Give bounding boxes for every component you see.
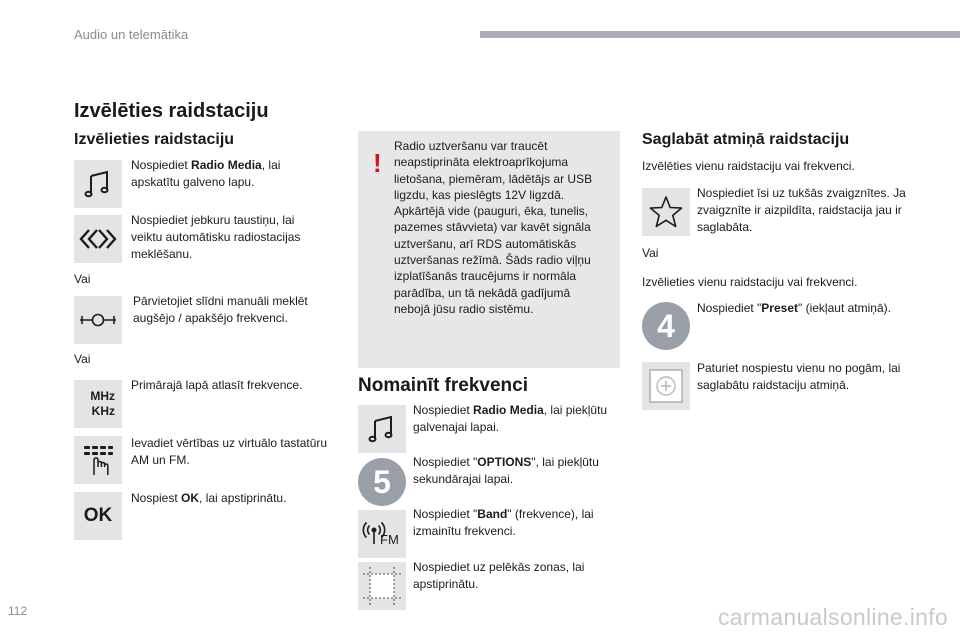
or-text-1: Vai <box>74 272 91 286</box>
music-note-icon <box>358 405 406 453</box>
add-preset-icon <box>642 362 690 410</box>
page-number: 112 <box>8 604 28 618</box>
ok-icon <box>74 492 122 540</box>
middle-section-title: Nomainīt frekvenci <box>358 375 528 396</box>
seek-arrows-icon <box>74 215 122 263</box>
fm-label: FM <box>380 532 399 547</box>
or-text-3: Vai <box>642 246 659 260</box>
ok-icon-label: OK <box>83 505 113 526</box>
right-step-1: Nospiediet īsi uz tukšās zvaigznītes. Ja zvaigznīte ir aizpildīta, raidstacija jau ir saglabāta. <box>697 186 906 234</box>
khz-label: KHz <box>91 404 115 418</box>
slider-icon <box>74 296 122 344</box>
right-section-title: Saglabāt atmiņā raidstaciju <box>642 131 850 148</box>
step-number-badge: 5 <box>358 458 406 506</box>
warning-exclamation-icon: ! <box>373 148 382 178</box>
right-step-2: Nospiediet "Preset" (iekļaut atmiņā). <box>697 301 891 315</box>
left-step-6: Nospiest OK, lai apstiprinātu. <box>131 491 287 505</box>
left-step-3: Pārvietojiet slīdni manuāli meklēt augšējo / apakšējo frekvenci. <box>133 294 308 325</box>
left-section-title: Izvēlieties raidstaciju <box>74 131 235 148</box>
page-title: Izvēlēties raidstaciju <box>74 100 269 122</box>
left-step-2: Nospiediet jebkuru taustiņu, lai veiktu automātisku radiostacijas meklēšanu. <box>131 213 301 261</box>
mhz-label: MHz <box>90 389 115 403</box>
grey-zone-confirm-icon <box>358 562 406 610</box>
right-step-3: Paturiet nospiestu vienu no pogām, lai saglabātu raidstaciju atmiņā. <box>697 361 901 392</box>
fm-radio-icon <box>358 510 406 558</box>
left-step-1: Nospiediet Radio Media, lai apskatītu galveno lapu. <box>131 158 281 189</box>
music-note-icon <box>74 160 122 208</box>
header-bar <box>480 31 960 38</box>
star-icon <box>642 188 690 236</box>
section-header: Audio un telemātika <box>74 27 189 42</box>
warning-text: Radio uztveršanu var traucēt neapstiprināta elektroaprīkojuma lietošana, piemēram, lādētājs ar USB ligzdu, kas pieslēgts 12V ligzdā. Apkārtējā vide (pauguri, ēka, tunelis, pazemes stāvvieta) var kavēt signāla uztveršanu, arī RDS automātiskās uztveršanas režīmā. Šāds radio viļņu izplatīšanās traucējums ir normāla parādība, un tā nekādā gadījumā nebojā jūsu radio sistēmu. <box>394 139 593 316</box>
step-number-badge: 4 <box>642 302 690 350</box>
mhz-khz-icon <box>74 380 122 428</box>
right-intro-2: Izvēlieties vienu raidstaciju vai frekvenci. <box>642 275 858 289</box>
middle-step-3: Nospiediet "Band" (frekvence), lai izmainītu frekvenci. <box>413 507 594 538</box>
left-step-5: Ievadiet vērtības uz virtuālo tastatūru AM un FM. <box>131 436 328 467</box>
middle-step-4: Nospiediet uz pelēkās zonas, lai apstiprinātu. <box>413 560 585 591</box>
or-text-2: Vai <box>74 352 91 366</box>
keypad-touch-icon <box>74 436 122 484</box>
middle-step-2: Nospiediet "OPTIONS", lai piekļūtu sekundārajai lapai. <box>413 455 599 486</box>
right-intro-1: Izvēlēties vienu raidstaciju vai frekvenci. <box>642 159 855 173</box>
left-step-4: Primārajā lapā atlasīt frekvence. <box>131 378 303 392</box>
middle-step-1: Nospiediet Radio Media, lai piekļūtu galvenajai lapai. <box>413 403 608 434</box>
watermark: carmanualsonline.info <box>717 604 948 630</box>
